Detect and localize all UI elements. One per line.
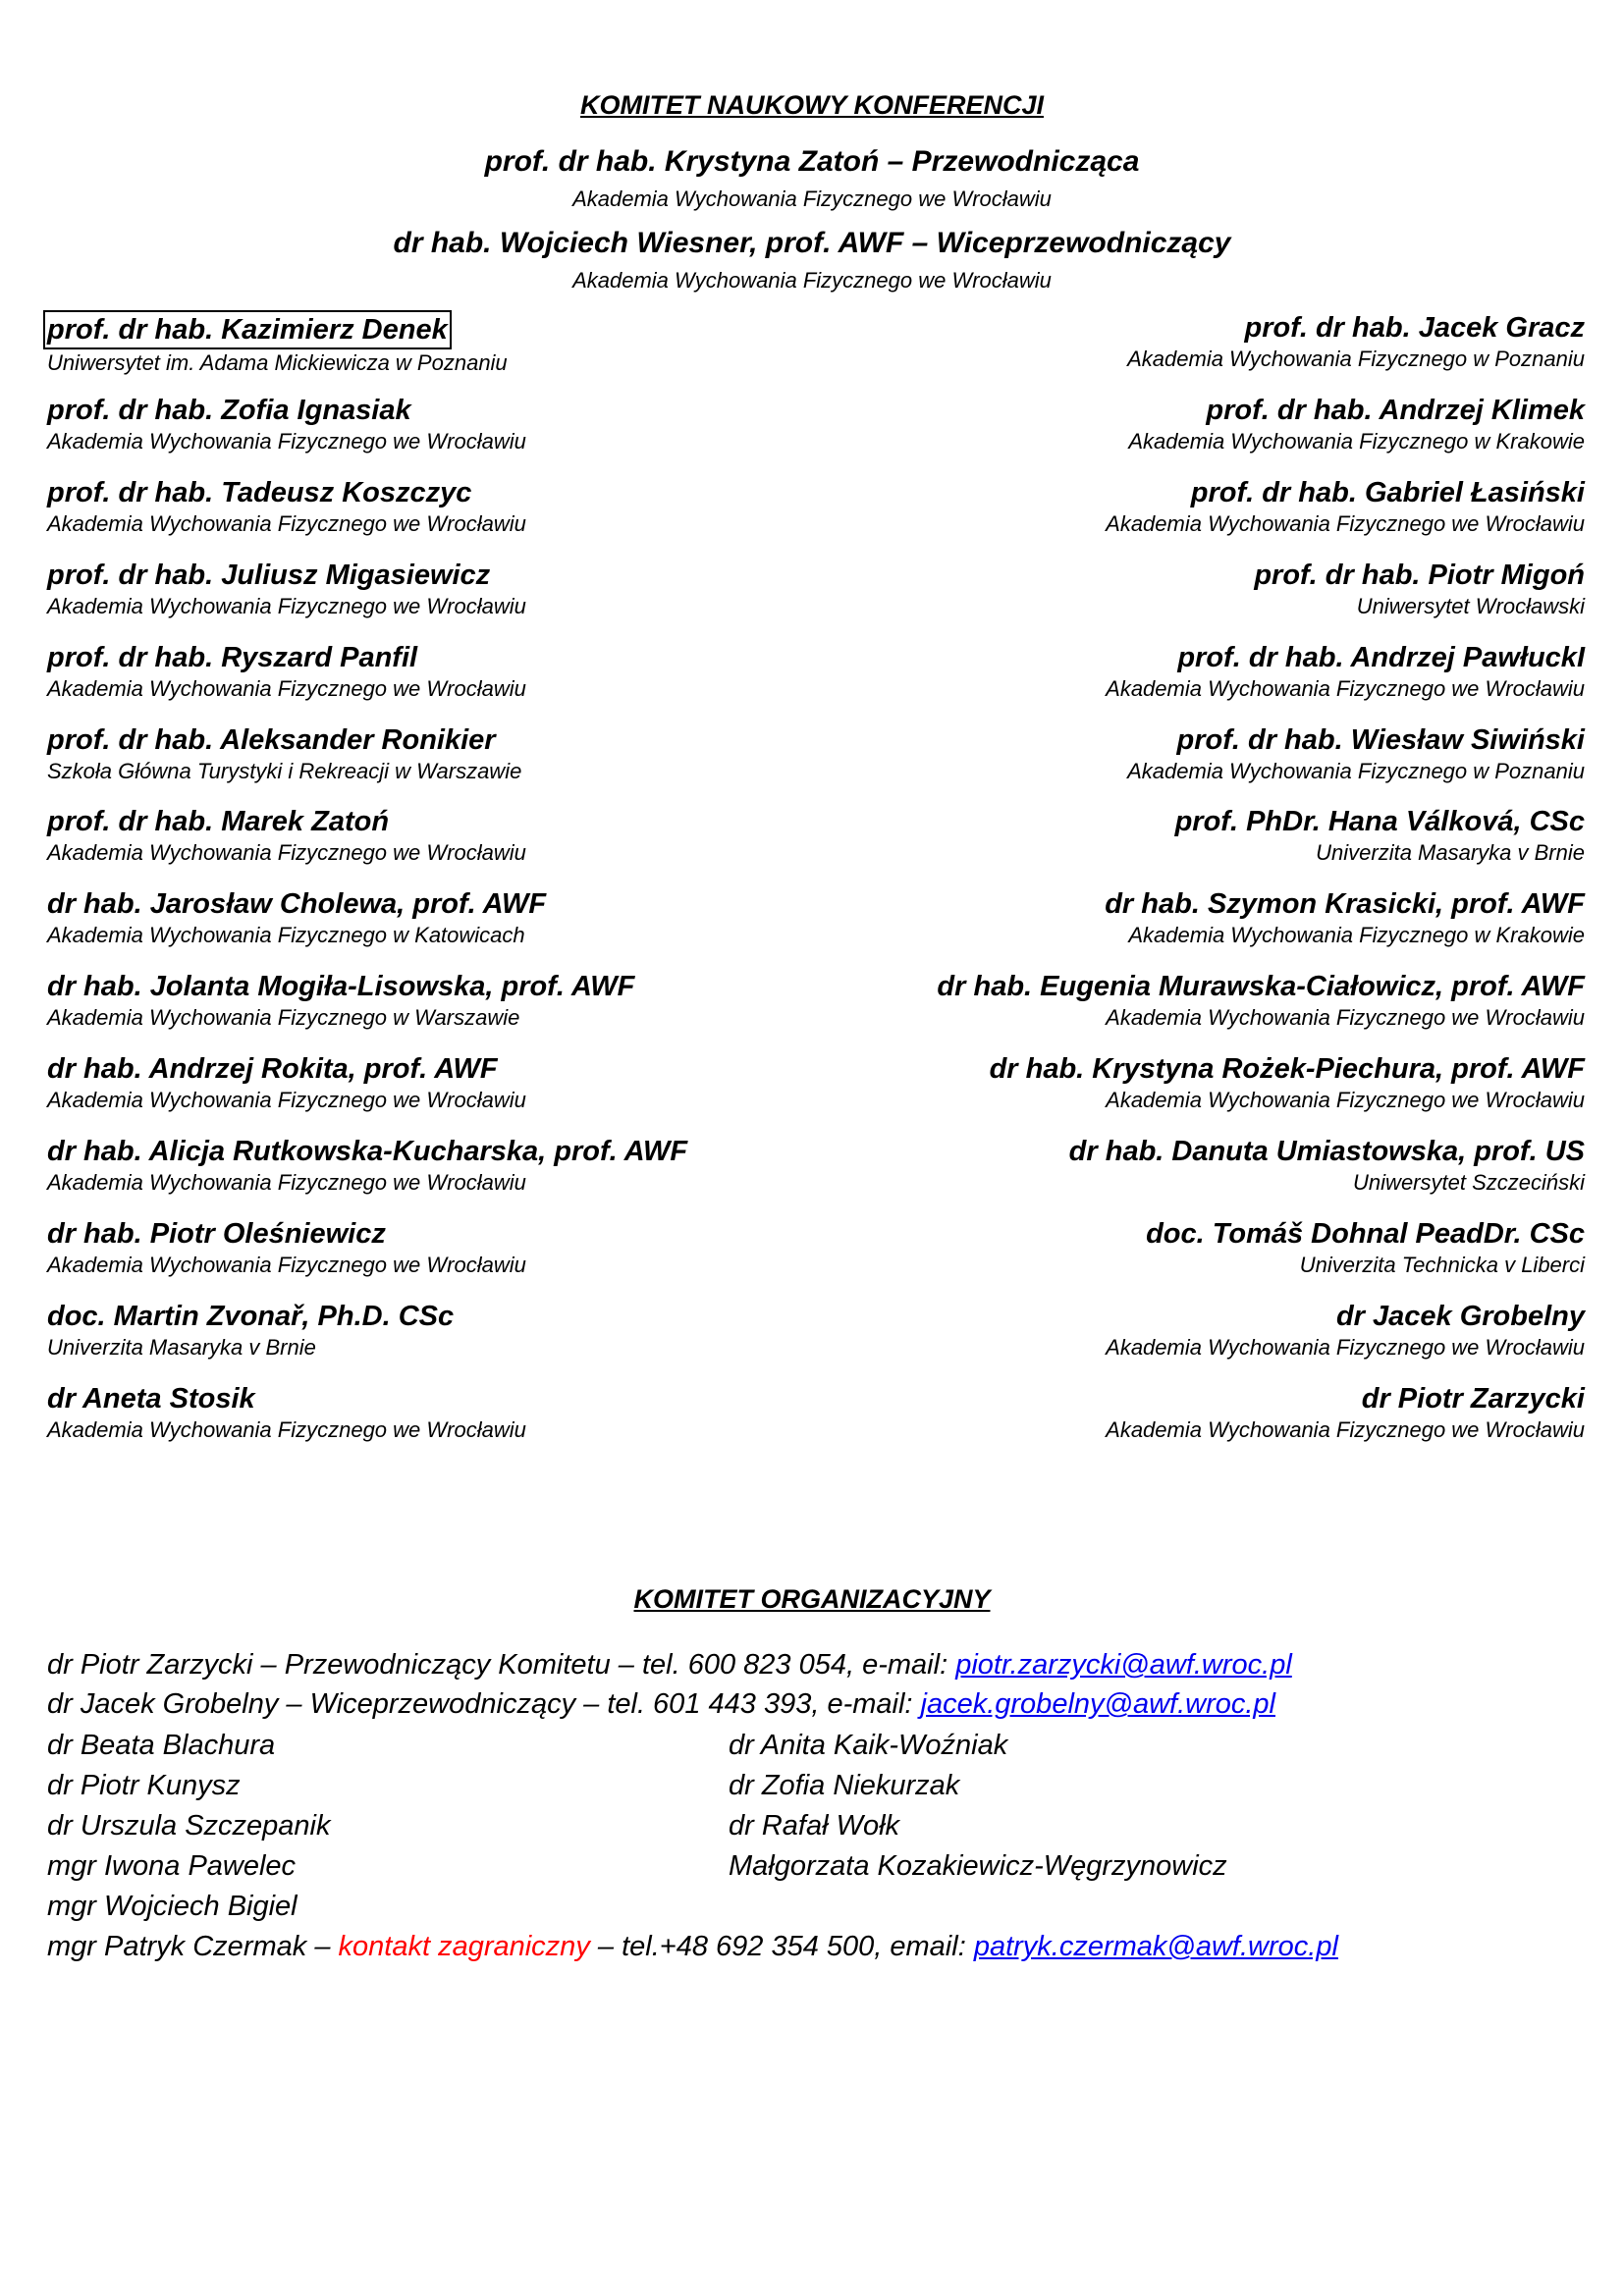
member-name: prof. dr hab. Piotr Migoń [1254, 560, 1585, 591]
scientific-member [47, 558, 526, 619]
org-vice-line [47, 1688, 1275, 1721]
org-chair-email-link[interactable]: piotr.zarzycki@awf.wroc.pl [955, 1649, 1292, 1681]
scientific-member [1106, 475, 1585, 537]
member-institution: Akademia Wychowania Fizycznego we Wrocławiu [47, 429, 526, 454]
scientific-member [47, 475, 526, 537]
member-name: dr hab. Andrzej Rokita, prof. AWF [47, 1053, 498, 1085]
member-name: prof. dr hab. Jacek Gracz [1244, 312, 1585, 344]
member-name: prof. dr hab. Wiesław Siwiński [1176, 724, 1585, 756]
member-name: dr hab. Alicja Rutkowska-Kucharska, prof. AWF [47, 1136, 688, 1167]
member-institution: Akademia Wychowania Fizycznego we Wrocławiu [47, 676, 526, 701]
member-name: dr hab. Krystyna Rożek-Piechura, prof. AWF [989, 1053, 1585, 1085]
member-institution: Akademia Wychowania Fizycznego we Wrocławiu [47, 594, 526, 618]
org-member: dr Zofia Niekurzak [729, 1770, 960, 1801]
member-institution: Uniwersytet im. Adama Mickiewicza w Poznaniu [47, 350, 508, 375]
member-institution: Akademia Wychowania Fizycznego we Wrocławiu [47, 840, 526, 865]
member-name: dr hab. Jarosław Cholewa, prof. AWF [47, 888, 547, 920]
org-member: Małgorzata Kozakiewicz-Węgrzynowicz [729, 1850, 1227, 1882]
org-vice-email-link[interactable]: jacek.grobelny@awf.wroc.pl [920, 1688, 1275, 1720]
member-institution: Akademia Wychowania Fizycznego we Wrocławiu [1106, 1088, 1585, 1112]
member-name: dr hab. Danuta Umiastowska, prof. US [1068, 1136, 1585, 1167]
member-institution: Akademia Wychowania Fizycznego we Wrocławiu [1106, 511, 1585, 536]
member-name: prof. dr hab. Gabriel Łasiński [1190, 477, 1585, 508]
member-institution: Akademia Wychowania Fizycznego we Wrocławiu [1106, 1417, 1585, 1442]
scientific-member [1106, 1299, 1585, 1361]
scientific-member [937, 969, 1585, 1031]
org-member: dr Beata Blachura [47, 1730, 276, 1761]
member-name: prof. dr hab. Marek Zatoń [47, 806, 390, 837]
scientific-member [47, 1299, 454, 1361]
org-chair-text: dr Piotr Zarzycki – Przewodniczący Komitetu – tel. 600 823 054, e-mail: [47, 1649, 956, 1681]
org-member: mgr Iwona Pawelec [47, 1850, 297, 1882]
org-member: mgr Wojciech Bigiel [47, 1891, 298, 1922]
member-institution: Univerzita Technicka v Liberci [1299, 1253, 1585, 1277]
scientific-member [1146, 1216, 1585, 1278]
scientific-member [47, 640, 526, 702]
member-institution: Akademia Wychowania Fizycznego we Wrocławiu [47, 1170, 526, 1195]
org-member: dr Piotr Kunysz [47, 1770, 241, 1801]
member-institution: Univerzita Masaryka v Brnie [1316, 840, 1585, 865]
member-institution: Akademia Wychowania Fizycznego we Wrocławiu [47, 1253, 526, 1277]
member-name: dr Jacek Grobelny [1335, 1301, 1585, 1332]
scientific-member [47, 1134, 687, 1196]
member-institution: Akademia Wychowania Fizycznego we Wrocławiu [1106, 1005, 1585, 1030]
contact-role: kontakt zagraniczny [338, 1931, 590, 1962]
member-name: doc. Tomáš Dohnal PeadDr. CSc [1146, 1218, 1585, 1250]
member-institution: Szkoła Główna Turystyki i Rekreacji w Warszawie [47, 759, 522, 783]
scientific-member [47, 804, 526, 866]
member-institution: Univerzita Masaryka v Brnie [47, 1335, 316, 1360]
org-vice-text: dr Jacek Grobelny – Wiceprzewodniczący – tel. 601 443 393, e-mail: [47, 1688, 921, 1720]
member-name: dr hab. Szymon Krasicki, prof. AWF [1105, 888, 1585, 920]
member-institution: Akademia Wychowania Fizycznego we Wrocławiu [47, 1417, 526, 1442]
chair-name: prof. dr hab. Krystyna Zatoń – Przewodnicząca [484, 145, 1140, 178]
scientific-member [1254, 558, 1585, 619]
vice-chair-name: dr hab. Wojciech Wiesner, prof. AWF – Wiceprzewodniczący [393, 227, 1231, 259]
scientific-member [47, 969, 634, 1031]
scientific-member [47, 1051, 526, 1113]
member-institution: Uniwersytet Wrocławski [1356, 594, 1585, 618]
member-name: prof. dr hab. Andrzej PawłuckI [1177, 642, 1585, 673]
member-name: prof. PhDr. Hana Válková, CSc [1174, 806, 1585, 837]
vice-chair-institution: Akademia Wychowania Fizycznego we Wrocławiu [572, 268, 1052, 293]
member-name: doc. Martin Zvonař, Ph.D. CSc [47, 1301, 455, 1332]
member-institution: Akademia Wychowania Fizycznego w Krakowie [1128, 429, 1585, 454]
member-institution: Akademia Wychowania Fizycznego we Wrocławiu [1106, 676, 1585, 701]
org-chair-line [47, 1649, 1292, 1682]
member-institution: Akademia Wychowania Fizycznego we Wrocławiu [47, 511, 526, 536]
member-name: dr hab. Eugenia Murawska-Ciałowicz, prof. AWF [937, 971, 1585, 1002]
scientific-member [1069, 1134, 1585, 1196]
scientific-member [1106, 640, 1585, 702]
member-name: dr Aneta Stosik [47, 1383, 255, 1415]
contact-name: mgr Patryk Czermak [47, 1931, 315, 1962]
scientific-member [1106, 1381, 1585, 1443]
member-name: prof. dr hab. Zofia Ignasiak [47, 395, 411, 426]
scientific-member [47, 886, 546, 948]
member-name: prof. dr hab. Kazimierz Denek [43, 310, 452, 349]
member-institution: Uniwersytet Szczeciński [1353, 1170, 1585, 1195]
member-institution: Akademia Wychowania Fizycznego w Poznaniu [1127, 347, 1585, 371]
member-name: prof. dr hab. Tadeusz Koszczyc [47, 477, 472, 508]
scientific-member [1128, 393, 1585, 454]
member-institution: Akademia Wychowania Fizycznego w Poznaniu [1127, 759, 1585, 783]
scientific-member [1105, 886, 1585, 948]
contact-email-link[interactable]: patryk.czermak@awf.wroc.pl [973, 1931, 1338, 1962]
organizing-committee-title: KOMITET ORGANIZACYJNY [633, 1584, 991, 1614]
member-name: dr Piotr Zarzycki [1361, 1383, 1585, 1415]
scientific-member [47, 1381, 526, 1443]
member-name: dr hab. Jolanta Mogiła-Lisowska, prof. AWF [47, 971, 635, 1002]
contact-dash: – [314, 1931, 339, 1962]
chair-institution: Akademia Wychowania Fizycznego we Wrocławiu [572, 187, 1052, 211]
member-name: prof. dr hab. Ryszard Panfil [47, 642, 418, 673]
scientific-member [47, 722, 521, 784]
org-member: dr Anita Kaik-Woźniak [729, 1730, 1008, 1761]
org-member: dr Rafał Wołk [729, 1810, 900, 1842]
member-name: prof. dr hab. Aleksander Ronikier [47, 724, 496, 756]
scientific-member [47, 1216, 526, 1278]
member-institution: Akademia Wychowania Fizycznego w Warszawie [47, 1005, 520, 1030]
member-name: prof. dr hab. Andrzej Klimek [1206, 395, 1585, 426]
contact-phone-text: – tel.+48 692 354 500, email: [589, 1931, 974, 1962]
scientific-member [1175, 804, 1585, 866]
org-contact-line [47, 1931, 1338, 1963]
org-member: dr Urszula Szczepanik [47, 1810, 331, 1842]
member-institution: Akademia Wychowania Fizycznego we Wrocławiu [47, 1088, 526, 1112]
scientific-member [1127, 310, 1585, 372]
scientific-member [47, 310, 508, 376]
member-institution: Akademia Wychowania Fizycznego w Katowicach [47, 923, 525, 947]
member-name: prof. dr hab. Juliusz Migasiewicz [47, 560, 491, 591]
member-name: dr hab. Piotr Oleśniewicz [47, 1218, 386, 1250]
scientific-committee-title: KOMITET NAUKOWY KONFERENCJI [579, 90, 1044, 120]
scientific-member [47, 393, 526, 454]
scientific-member [990, 1051, 1585, 1113]
member-institution: Akademia Wychowania Fizycznego w Krakowie [1128, 923, 1585, 947]
scientific-member [1127, 722, 1585, 784]
member-institution: Akademia Wychowania Fizycznego we Wrocławiu [1106, 1335, 1585, 1360]
